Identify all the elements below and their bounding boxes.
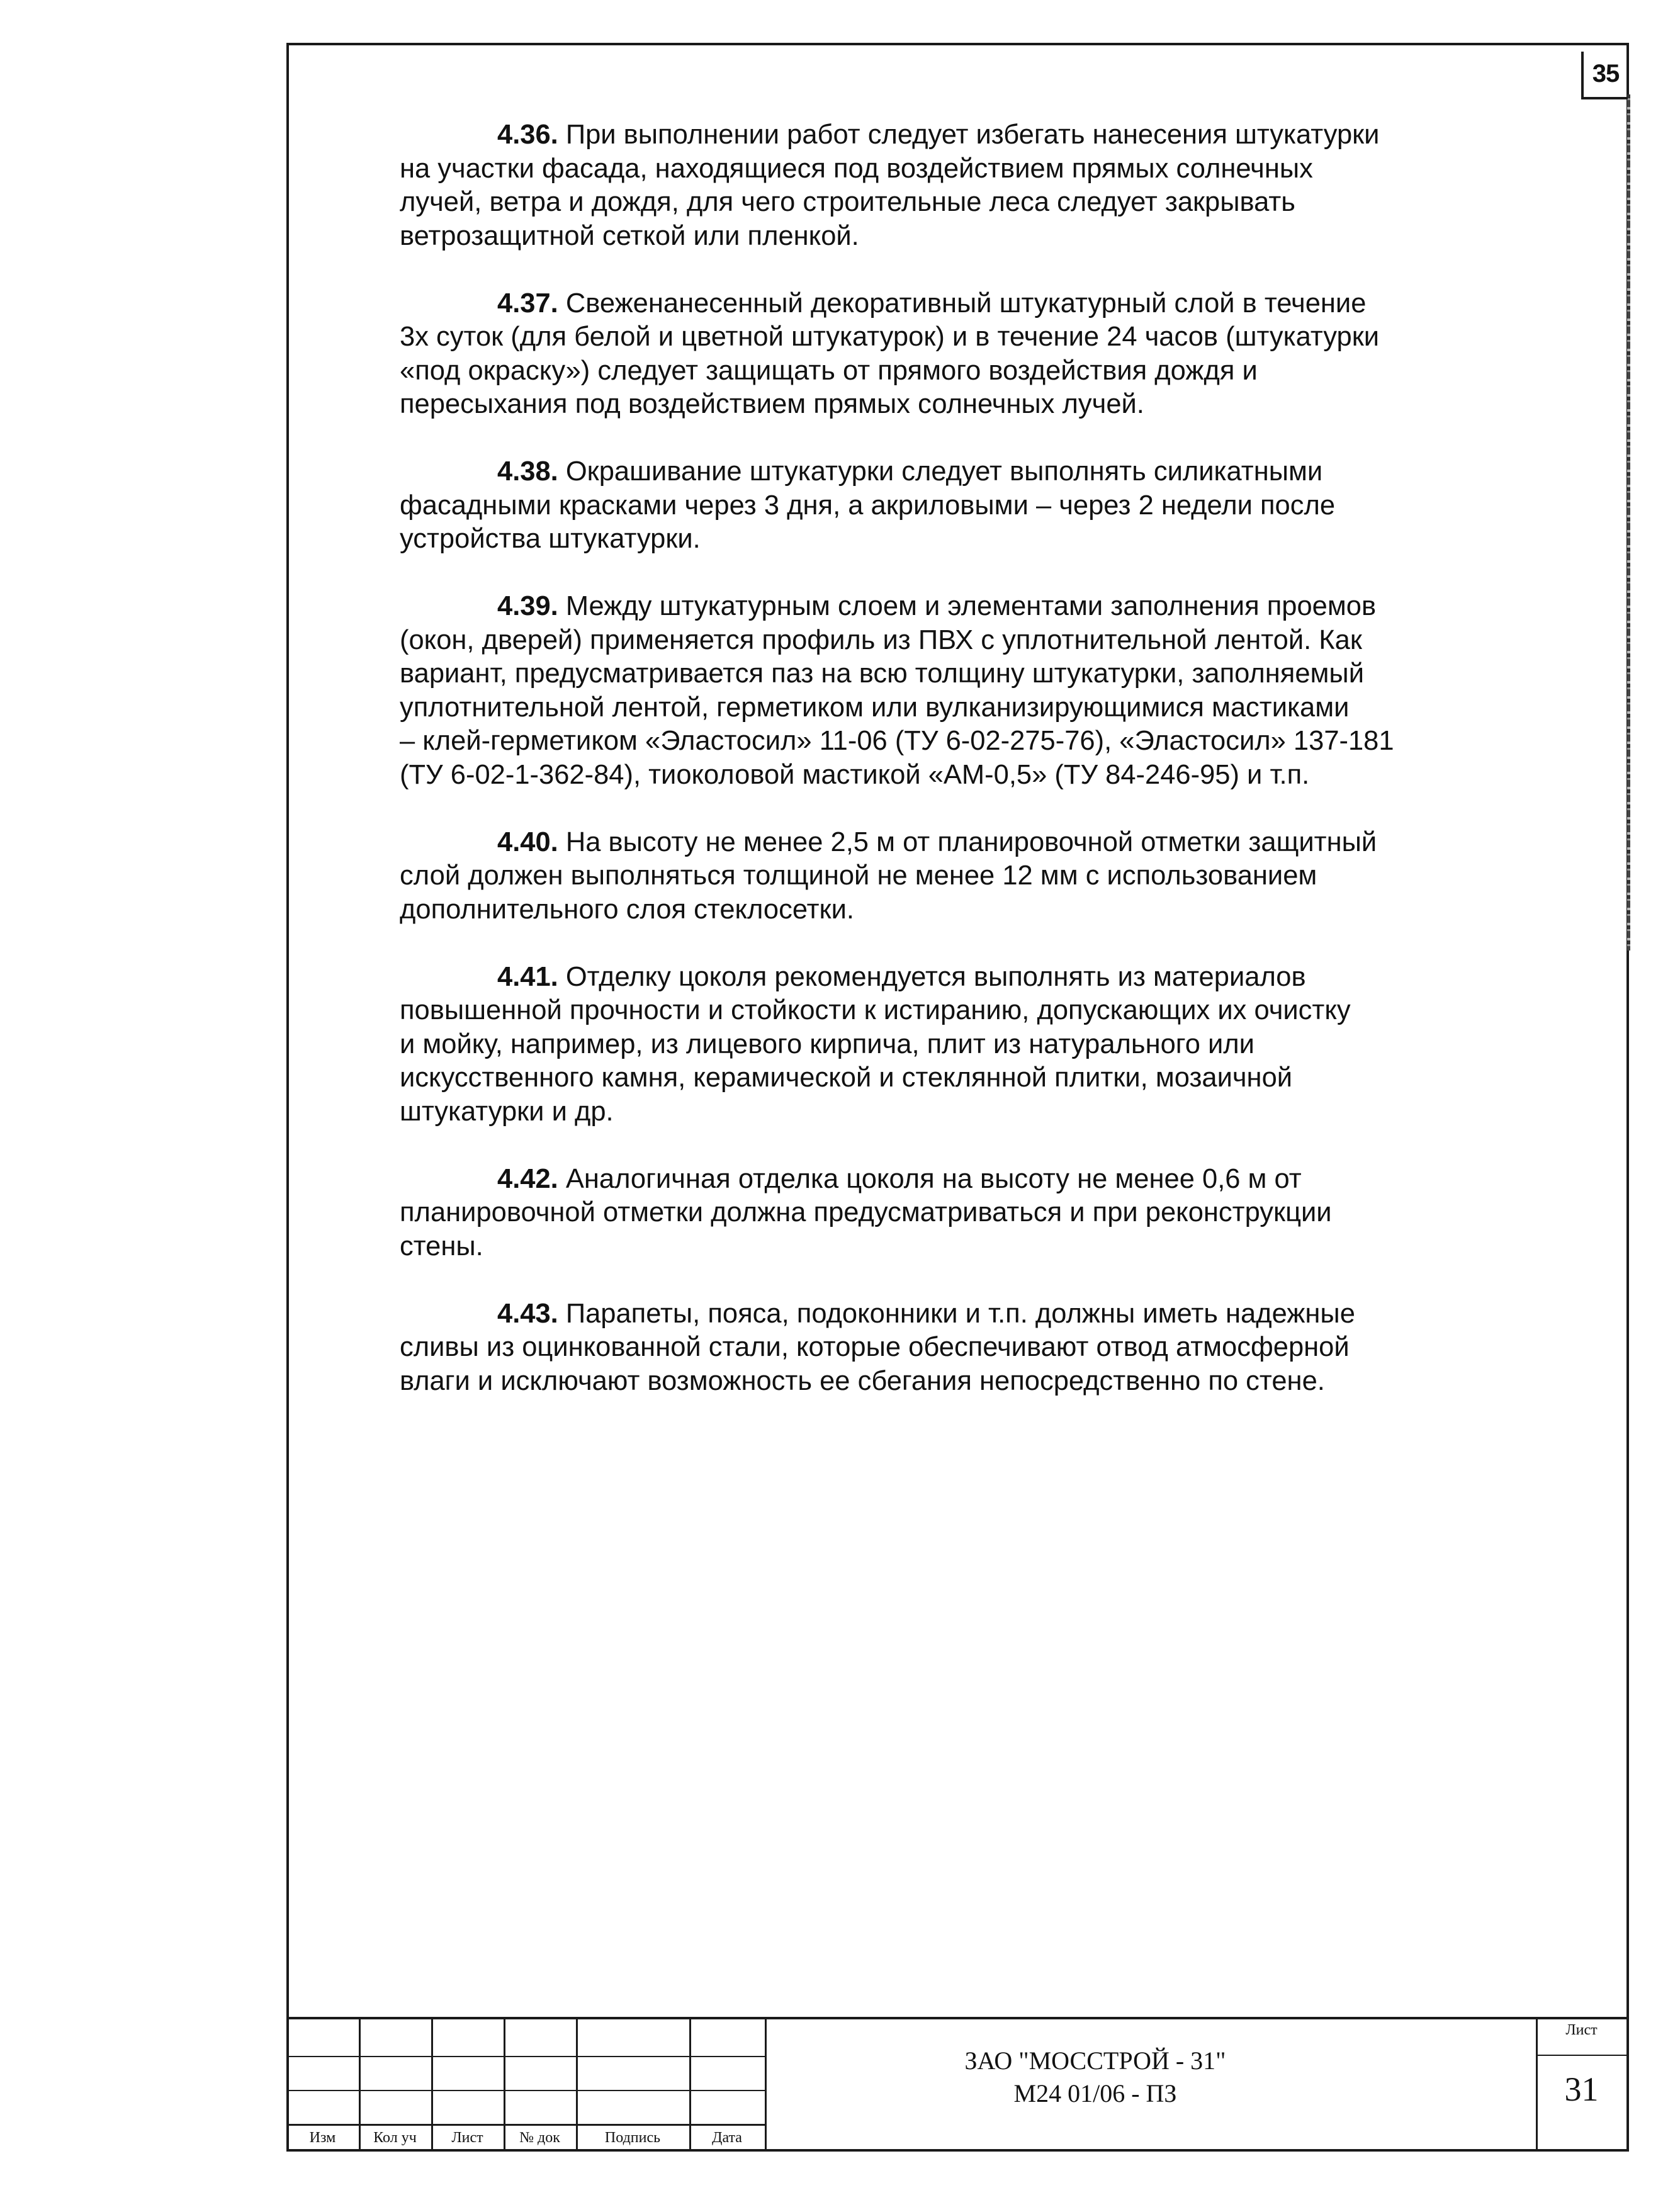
paragraph-text: Отделку цоколя рекомендуется выполнять из материалов: [558, 961, 1306, 992]
archive-sheet-number: 35: [1581, 52, 1628, 99]
paragraph-line: влаги и исключают возможность ее сбегания непосредственно по стене.: [400, 1365, 1325, 1396]
paragraph: [400, 590, 1545, 792]
paragraph: [400, 1297, 1545, 1399]
paragraph-line: [400, 455, 1545, 489]
paragraph-line: искусственного камня, керамической и стеклянной плитки, мозаичной: [400, 1063, 1293, 1093]
paragraph-line: [400, 961, 1545, 995]
paragraph-line: дополнительного слоя стеклосетки.: [400, 894, 854, 925]
document-code: М24 01/06 - ПЗ: [1013, 2079, 1177, 2108]
stamp-row-line: [1536, 2055, 1629, 2056]
paragraph: [400, 826, 1545, 927]
paragraph-number: 4.43.: [497, 1298, 558, 1329]
paragraph-line: сливы из оцинкованной стали, которые обеспечивают отвод атмосферной: [400, 1332, 1350, 1362]
stamp-row-line: [286, 2090, 765, 2091]
paragraph-text: Между штукатурным слоем и элементами заполнения проемов: [558, 591, 1377, 621]
organization-name: [765, 2045, 1426, 2110]
paragraph-text: Свеженанесенный декоративный штукатурный слой в течение: [558, 288, 1367, 319]
paragraph-line: и мойку, например, из лицевого кирпича, плит из натурального или: [400, 1029, 1254, 1059]
paragraph-number: 4.38.: [497, 456, 558, 487]
paragraph-line: [400, 287, 1545, 321]
paragraph-text: Окрашивание штукатурки следует выполнять силикатными: [558, 456, 1323, 487]
paragraph-line: [400, 1163, 1545, 1197]
paragraph-line: (окон, дверей) применяется профиль из ПВХ с уплотнительной лентой. Как: [400, 624, 1362, 655]
paragraph-number: 4.36.: [497, 120, 558, 150]
paragraph-line: вариант, предусматривается паз на всю толщину штукатурки, заполняемый: [400, 658, 1364, 689]
paragraph-line: [400, 1297, 1545, 1331]
paragraph-number: 4.37.: [497, 288, 558, 319]
paragraph-line: устройства штукатурки.: [400, 524, 701, 554]
paragraph-line: [400, 826, 1545, 860]
paragraph-number: 4.41.: [497, 961, 558, 992]
paragraph-number: 4.40.: [497, 827, 558, 857]
paragraph-text: Аналогичная отделка цоколя на высоту не менее 0,6 м от: [558, 1163, 1302, 1194]
paragraph-line: пересыхания под воздействием прямых солнечных лучей.: [400, 389, 1144, 419]
paragraph-line: фасадными красками через 3 дня, а акриловыми – через 2 недели после: [400, 490, 1336, 521]
paragraph-text: При выполнении работ следует избегать нанесения штукатурки: [558, 120, 1380, 150]
paragraph-line: [400, 118, 1545, 152]
paragraph-number: 4.39.: [497, 591, 558, 621]
stamp-label-signature: Подпись: [604, 2130, 661, 2146]
paragraph-text: Парапеты, пояса, подоконники и т.п. должны иметь надежные: [558, 1298, 1355, 1329]
stamp-row-line: [286, 2056, 765, 2057]
paragraph-line: – клей-герметиком «Эластосил» 11-06 (ТУ 6-02-275-76), «Эластосил» 137-181: [400, 726, 1394, 756]
paragraph-text: На высоту не менее 2,5 м от планировочной отметки защитный: [558, 827, 1377, 857]
paragraph-line: лучей, ветра и дождя, для чего строительные леса следует закрывать: [400, 187, 1295, 217]
sheet-number: 31: [1564, 2070, 1599, 2108]
stamp-label-date: Дата: [712, 2130, 742, 2146]
paragraph-line: планировочной отметки должна предусматриваться и при реконструкции: [400, 1197, 1332, 1227]
paragraph-line: уплотнительной лентой, герметиком или вулканизирующимися мастиками: [400, 692, 1350, 723]
stamp-label-kol-uch: Кол уч: [373, 2130, 417, 2146]
org-line-1: ЗАО "МОССТРОЙ - 31": [964, 2046, 1226, 2075]
paragraph-line: на участки фасада, находящиеся под воздействием прямых солнечных: [400, 153, 1313, 184]
paragraph: [400, 455, 1545, 556]
paragraph-line: ветрозащитной сеткой или пленкой.: [400, 220, 859, 251]
paragraph: [400, 1163, 1545, 1264]
paragraph-line: [400, 590, 1545, 624]
paragraph-line: (ТУ 6-02-1-362-84), тиоколовой мастикой «АМ-0,5» (ТУ 84-246-95) и т.п.: [400, 759, 1310, 790]
paragraph-number: 4.42.: [497, 1163, 558, 1194]
paragraph: [400, 118, 1545, 253]
paragraph: [400, 961, 1545, 1129]
title-block: [286, 2017, 1629, 2152]
stamp-label-izm: Изм: [309, 2130, 336, 2146]
scan-edge: [1627, 94, 1630, 951]
document-body: [400, 118, 1545, 1432]
sheet-label: Лист: [1565, 2022, 1598, 2038]
stamp-label-list: Лист: [451, 2130, 483, 2146]
stamp-label-doc: № док: [519, 2130, 560, 2146]
paragraph: [400, 287, 1545, 422]
paragraph-line: повышенной прочности и стойкости к истиранию, допускающих их очистку: [400, 995, 1351, 1025]
paragraph-line: штукатурки и др.: [400, 1096, 614, 1127]
paragraph-line: стены.: [400, 1231, 483, 1261]
paragraph-line: «под окраску») следует защищать от прямого воздействия дождя и: [400, 355, 1258, 386]
paragraph-line: 3х суток (для белой и цветной штукатурок) и в течение 24 часов (штукатурки: [400, 322, 1380, 352]
paragraph-line: слой должен выполняться толщиной не менее 12 мм с использованием: [400, 861, 1317, 891]
